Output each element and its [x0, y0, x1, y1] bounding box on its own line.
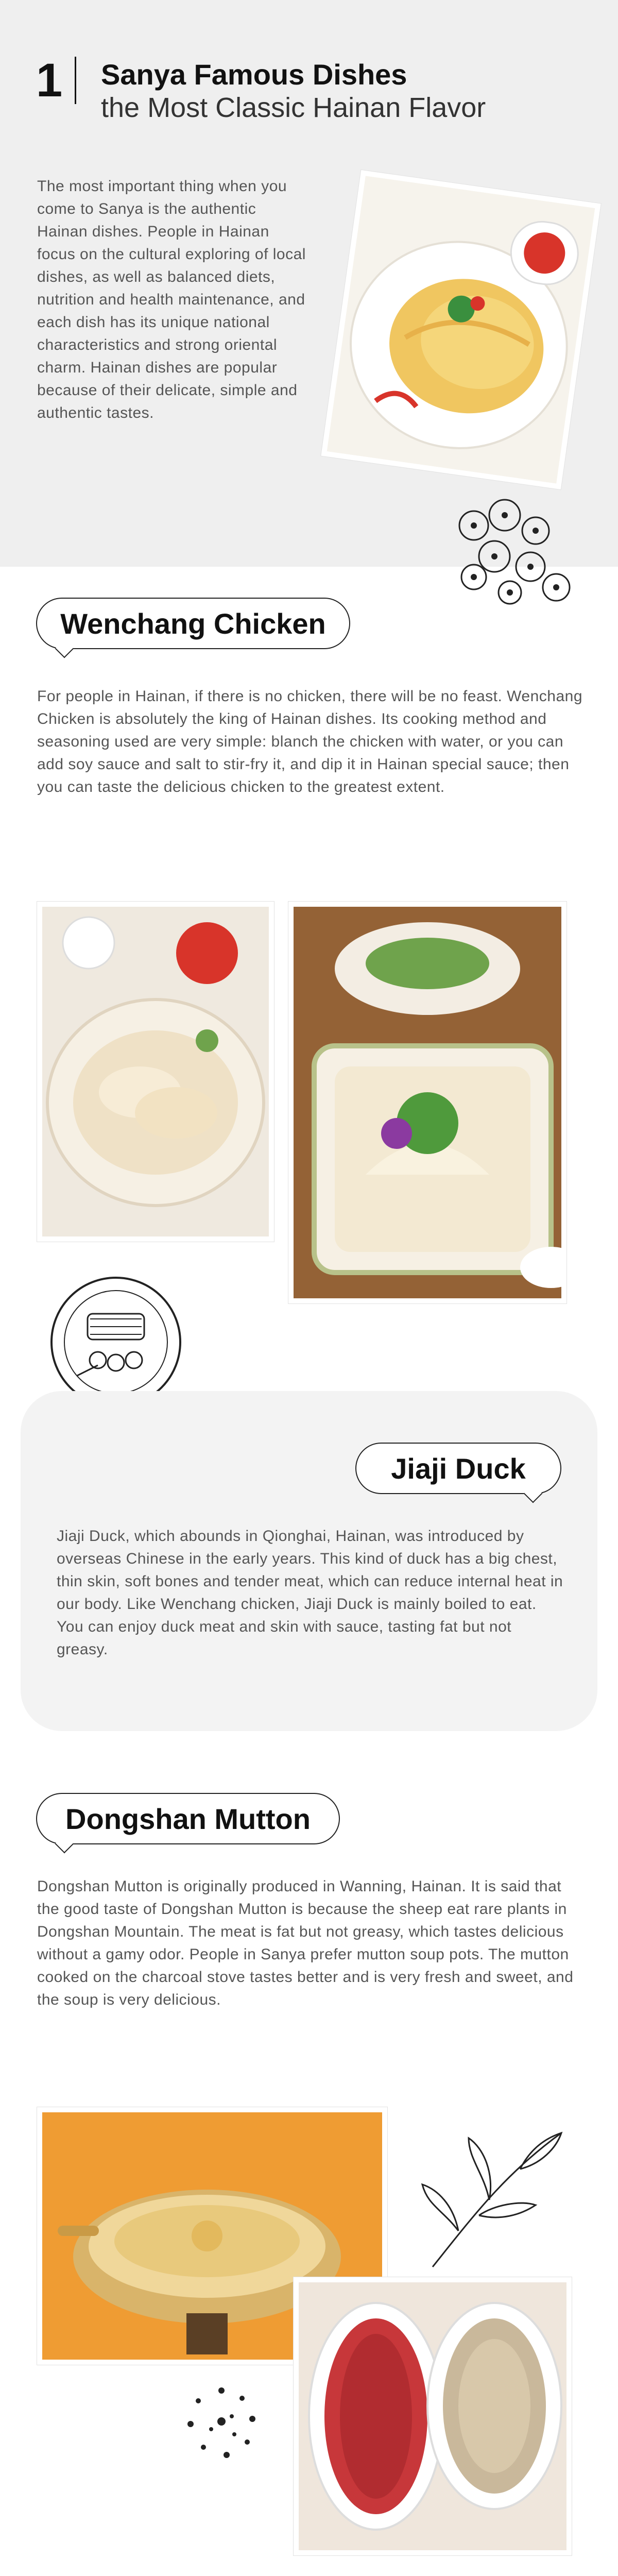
section-title-wenchang-chicken — [36, 598, 350, 649]
section-title-text: Dongshan Mutton — [65, 1802, 311, 1835]
flower-scribble-icon — [443, 484, 582, 623]
section-title-dongshan-mutton — [36, 1793, 340, 1844]
section-number-text: 1 — [36, 54, 63, 107]
dotted-circle-icon — [170, 2370, 273, 2473]
wenchang-photo-2 — [288, 902, 566, 1303]
wenchang-chicken-text: For people in Hainan, if there is no chicken, there will be no feast. Wenchang Chicken is absolutely the king of Hainan dishes. Its cooking method and seasoning used are very simple: blanch the chicken with water, or you can add soy sauce and salt to stir-fry it, and dip it in Hainan special sauce; then you can taste the delicious chicken to the greatest extent. — [37, 688, 583, 795]
celery-leaf-icon — [412, 2112, 577, 2277]
section-number — [36, 54, 76, 107]
section-title-text: Jiaji Duck — [391, 1452, 526, 1485]
mutton-slices-photo — [299, 2282, 566, 2550]
section-title-jiaji-duck — [355, 1443, 561, 1494]
wenchang-photo-1 — [37, 902, 274, 1242]
mutton-photo-2 — [294, 2277, 572, 2555]
chicken-platter-photo — [294, 907, 561, 1298]
section-title-text: Wenchang Chicken — [60, 607, 326, 640]
page-subtitle: the Most Classic Hainan Flavor — [101, 92, 486, 123]
page-title: Sanya Famous Dishes — [101, 58, 407, 91]
jiaji-duck-text: Jiaji Duck, which abounds in Qionghai, Hainan, was introduced by overseas Chinese in the early years. This kind of duck has a big chest, thin skin, soft bones and tender meat, which can reduce internal heat in our body. Like Wenchang chicken, Jiaji Duck is mainly boiled to eat. You can enjoy duck meat and skin with sauce, tasting fat but not greasy. — [57, 1528, 563, 1658]
chicken-bowl-photo — [42, 907, 269, 1236]
dongshan-mutton-text: Dongshan Mutton is originally produced in Wanning, Hainan. It is said that the good taste of Dongshan Mutton is because the sheep eat rare plants in Dongshan Mountain. The meat is fat but not greasy, which tastes delicious without a gamy odor. People in Sanya prefer mutton soup pots. The mutton cooked on the charcoal stove tastes better and is very fresh and sweet, and the soup is very delicious. — [37, 1878, 574, 2008]
intro-photo — [321, 170, 600, 489]
chicken-plate-photo — [327, 176, 595, 483]
intro-text: The most important thing when you come to Sanya is the authentic Hainan dishes. People in Hainan focus on the cultural exploring of local dishes, as well as balanced diets, nutrition and health maintenance, and each dish has its unique national characteristics and strong oriental charm. Hainan dishes are popular because of their delicate, simple and authentic tastes. — [37, 178, 306, 421]
